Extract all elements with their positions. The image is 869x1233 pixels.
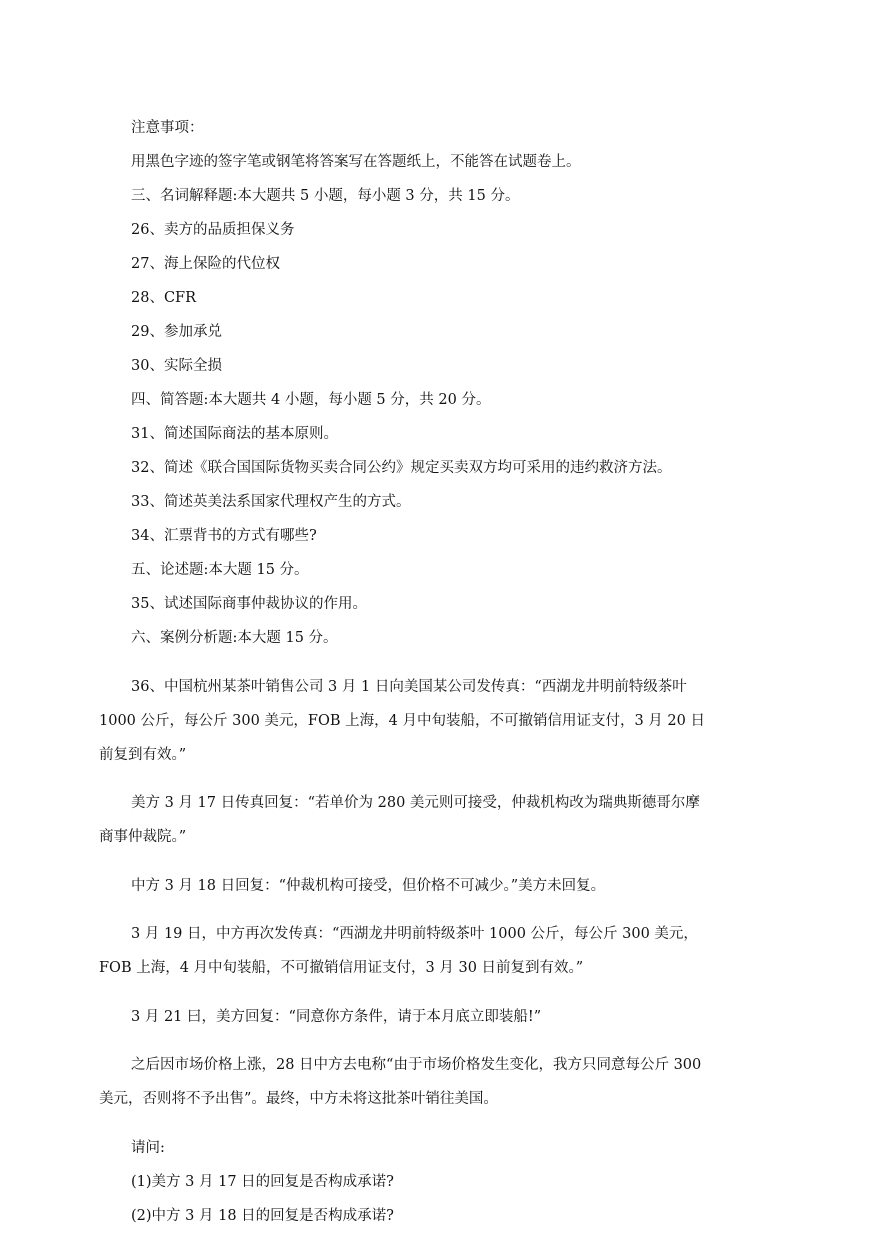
question-item: (1)美方 3 月 17 日的回复是否构成承诺? [131,1173,394,1190]
section5-item: 35、试述国际商事仲裁协议的作用。 [131,596,367,612]
case-paragraph: 美方 3 月 17 日传真回复：“若单价为 280 美元则可接受，仲裁机构改为瑞典斯德哥尔摩商事仲裁院。” [99,795,700,845]
document-content [99,111,741,1233]
case-paragraph: 中方 3 月 18 日回复：“仲裁机构可接受，但价格不可减少。”美方未回复。 [131,877,606,894]
section3-item: 30、实际全损 [131,358,222,374]
section4-item: 31、简述国际商法的基本原则。 [131,426,338,442]
section3-item: 26、卖方的品质担保义务 [131,222,295,238]
section3-item: 27、海上保险的代位权 [131,256,280,272]
notice-title: 注意事项： [131,120,204,136]
case-paragraph: 36、中国杭州某茶叶销售公司 3 月 1 日向美国某公司发传真：“西湖龙井明前特级茶叶 1000 公斤，每公斤 300 美元，FOB 上海，4 月中旬装船，不可撤销信用证支付，3 月 20 日前复到有效。” [99,678,705,763]
case-paragraph: 之后因市场价格上涨，28 日中方去电称“由于市场价格发生变化，我方只同意每公斤 300 美元，否则将不予出售”。最终，中方未将这批茶叶销往美国。 [99,1057,702,1107]
section4-item: 32、简述《联合国国际货物买卖合同公约》规定买卖双方均可采用的违约救济方法。 [131,460,672,476]
section4-item: 34、汇票背书的方式有哪些? [131,528,317,544]
notice-text: 用黑色字迹的签字笔或钢笔将答案写在答题纸上，不能答在试题卷上。 [131,154,581,170]
question-intro: 请问: [131,1139,165,1156]
section3-item: 29、参加承兑 [131,324,222,340]
case-paragraph: 3 月 21 曰，美方回复：“同意你方条件，请于本月底立即装船!” [131,1008,542,1025]
question-item: (2)中方 3 月 18 日的回复是否构成承诺? [131,1207,394,1224]
case-paragraph: 3 月 19 日，中方再次发传真：“西湖龙井明前特级茶叶 1000 公斤，每公斤 300 美元，FOB 上海，4 月中旬装船，不可撤销信用证支付，3 月 30 日前复到有效。” [99,926,698,976]
section3-item: 28、CFR [131,290,197,306]
section3-title: 三、名词解释题:本大题共 5 小题，每小题 3 分，共 15 分。 [131,188,520,204]
section4-title: 四、简答题:本大题共 4 小题，每小题 5 分，共 20 分。 [131,392,491,408]
section6-title: 六、案例分析题:本大题 15 分。 [131,630,338,646]
section5-title: 五、论述题:本大题 15 分。 [131,562,309,578]
section4-item: 33、简述英美法系国家代理权产生的方式。 [131,494,411,510]
